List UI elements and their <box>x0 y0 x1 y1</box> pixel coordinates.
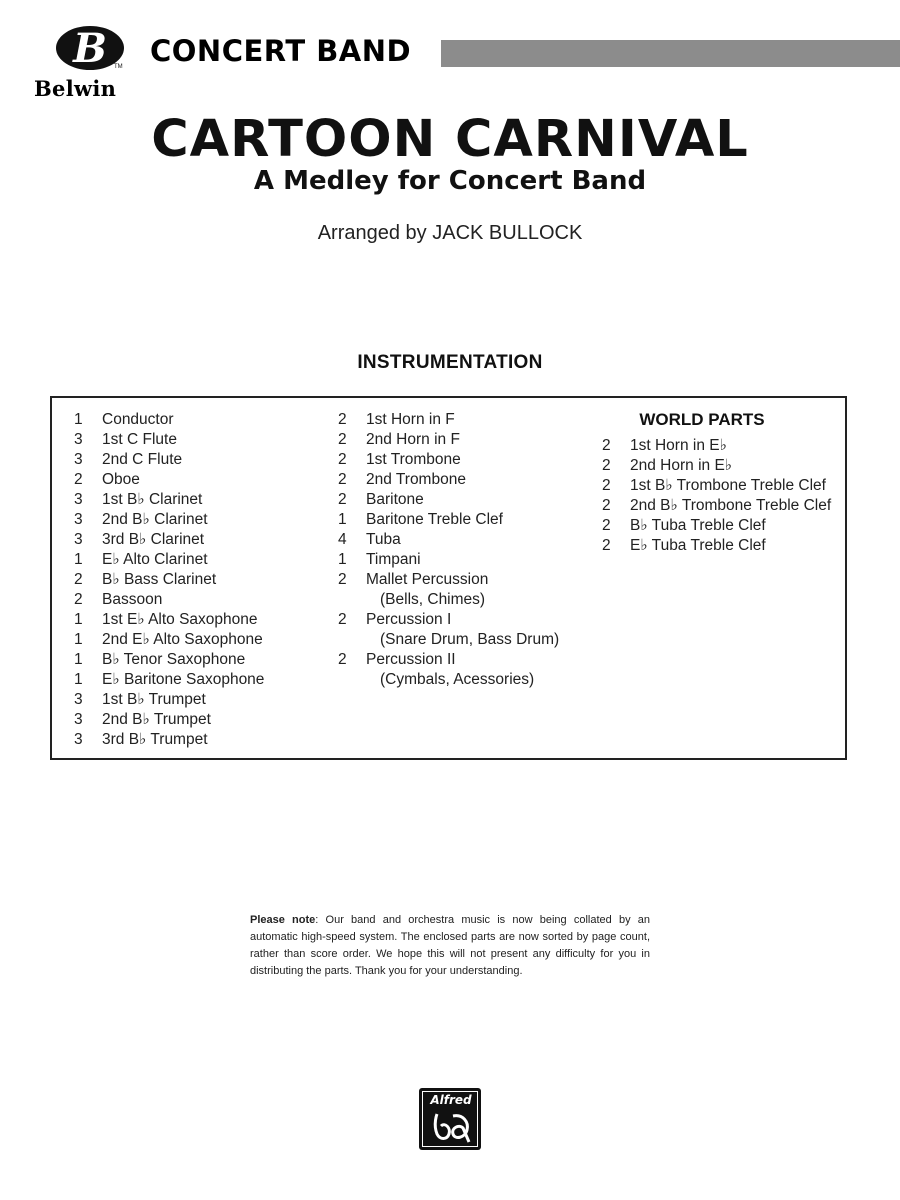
part-quantity: 1 <box>338 551 347 568</box>
part-quantity: 3 <box>74 691 83 708</box>
part-quantity: 2 <box>74 471 83 488</box>
part-name: 1st C Flute <box>102 431 177 448</box>
part-quantity: 1 <box>74 651 83 668</box>
header-bar <box>441 40 900 67</box>
part-name: B♭ Tenor Saxophone <box>102 651 246 668</box>
alfred-logo-frame <box>422 1091 478 1147</box>
part-name: Conductor <box>102 411 174 428</box>
instrumentation-box <box>50 396 847 760</box>
part-quantity: 2 <box>338 411 347 428</box>
part-name: 1st B♭ Trombone Treble Clef <box>630 477 826 494</box>
part-name: Baritone Treble Clef <box>366 511 503 528</box>
part-name: Percussion II <box>366 651 456 668</box>
arranger-credit: Arranged by JACK BULLOCK <box>317 222 583 244</box>
part-name: (Bells, Chimes) <box>380 591 486 608</box>
collation-note <box>250 912 650 980</box>
part-name: 2nd B♭ Trumpet <box>102 711 211 728</box>
part-name: (Cymbals, Acessories) <box>380 671 535 688</box>
part-name: 2nd Trombone <box>366 471 466 488</box>
part-quantity: 2 <box>602 517 611 534</box>
part-name: 3rd B♭ Trumpet <box>102 731 208 748</box>
part-quantity: 3 <box>74 731 83 748</box>
piece-title: CARTOON CARNIVAL <box>151 110 749 169</box>
part-name: E♭ Baritone Saxophone <box>102 671 265 688</box>
part-quantity: 2 <box>338 571 347 588</box>
part-quantity: 3 <box>74 711 83 728</box>
part-name: 2nd B♭ Trombone Treble Clef <box>630 497 832 514</box>
part-name: B♭ Bass Clarinet <box>102 571 217 588</box>
part-name: 2nd E♭ Alto Saxophone <box>102 631 263 648</box>
alfred-logo <box>419 1088 481 1150</box>
part-quantity: 3 <box>74 531 83 548</box>
part-name: Bassoon <box>102 591 163 608</box>
part-quantity: 2 <box>338 611 347 628</box>
series-title: CONCERT BAND <box>150 34 412 68</box>
note-text: : Our band and orchestra music is now being collated by an automatic high-speed system. The enclosed parts are now sorted by page count, rather than score order. We hope this will not present any difficulty for you in distributing the parts. Thank you for your understanding. <box>250 914 651 977</box>
belwin-wordmark: Belwin <box>34 76 117 101</box>
part-name: 3rd B♭ Clarinet <box>102 531 205 548</box>
part-quantity: 3 <box>74 491 83 508</box>
part-quantity: 4 <box>338 531 347 548</box>
part-name: 1st Trombone <box>366 451 461 468</box>
alfred-clef-icon <box>423 1092 479 1148</box>
part-name: 2nd B♭ Clarinet <box>102 511 208 528</box>
part-quantity: 1 <box>74 551 83 568</box>
part-quantity: 2 <box>338 651 347 668</box>
part-quantity: 2 <box>602 437 611 454</box>
part-name: Percussion I <box>366 611 452 628</box>
part-quantity: 2 <box>74 591 83 608</box>
part-name: 2nd C Flute <box>102 451 183 468</box>
part-quantity: 2 <box>338 471 347 488</box>
part-quantity: 1 <box>74 671 83 688</box>
part-name: Oboe <box>102 471 140 488</box>
world-parts-heading: WORLD PARTS <box>639 410 765 429</box>
part-quantity: 2 <box>338 491 347 508</box>
part-quantity: 2 <box>602 497 611 514</box>
part-name: 1st Horn in E♭ <box>630 437 727 454</box>
part-quantity: 2 <box>338 451 347 468</box>
belwin-logo <box>30 24 150 102</box>
part-quantity: 1 <box>338 511 347 528</box>
part-name: E♭ Tuba Treble Clef <box>630 537 766 554</box>
part-quantity: 1 <box>74 631 83 648</box>
part-quantity: 3 <box>74 431 83 448</box>
part-quantity: 2 <box>74 571 83 588</box>
part-name: (Snare Drum, Bass Drum) <box>380 631 560 648</box>
part-name: 2nd Horn in E♭ <box>630 457 733 474</box>
trademark-mark: TM <box>114 64 123 70</box>
part-quantity: 1 <box>74 611 83 628</box>
part-quantity: 2 <box>602 537 611 554</box>
part-quantity: 2 <box>338 431 347 448</box>
part-name: B♭ Tuba Treble Clef <box>630 517 766 534</box>
piece-subtitle: A Medley for Concert Band <box>253 166 647 196</box>
part-name: 1st E♭ Alto Saxophone <box>102 611 258 628</box>
part-name: 1st Horn in F <box>366 411 455 428</box>
part-name: E♭ Alto Clarinet <box>102 551 208 568</box>
part-name: 1st B♭ Trumpet <box>102 691 206 708</box>
instrumentation-heading: INSTRUMENTATION <box>357 352 543 373</box>
alfred-wordmark: Alfred <box>430 1093 472 1107</box>
part-name: Baritone <box>366 491 424 508</box>
part-name: 2nd Horn in F <box>366 431 460 448</box>
part-quantity: 2 <box>602 477 611 494</box>
part-quantity: 2 <box>602 457 611 474</box>
part-quantity: 3 <box>74 451 83 468</box>
part-name: Mallet Percussion <box>366 571 489 588</box>
svg-text:B: B <box>73 25 107 72</box>
part-quantity: 3 <box>74 511 83 528</box>
part-name: 1st B♭ Clarinet <box>102 491 203 508</box>
part-name: Timpani <box>366 551 421 568</box>
note-label: Please note <box>250 914 316 926</box>
part-name: Tuba <box>366 531 401 548</box>
part-quantity: 1 <box>74 411 83 428</box>
